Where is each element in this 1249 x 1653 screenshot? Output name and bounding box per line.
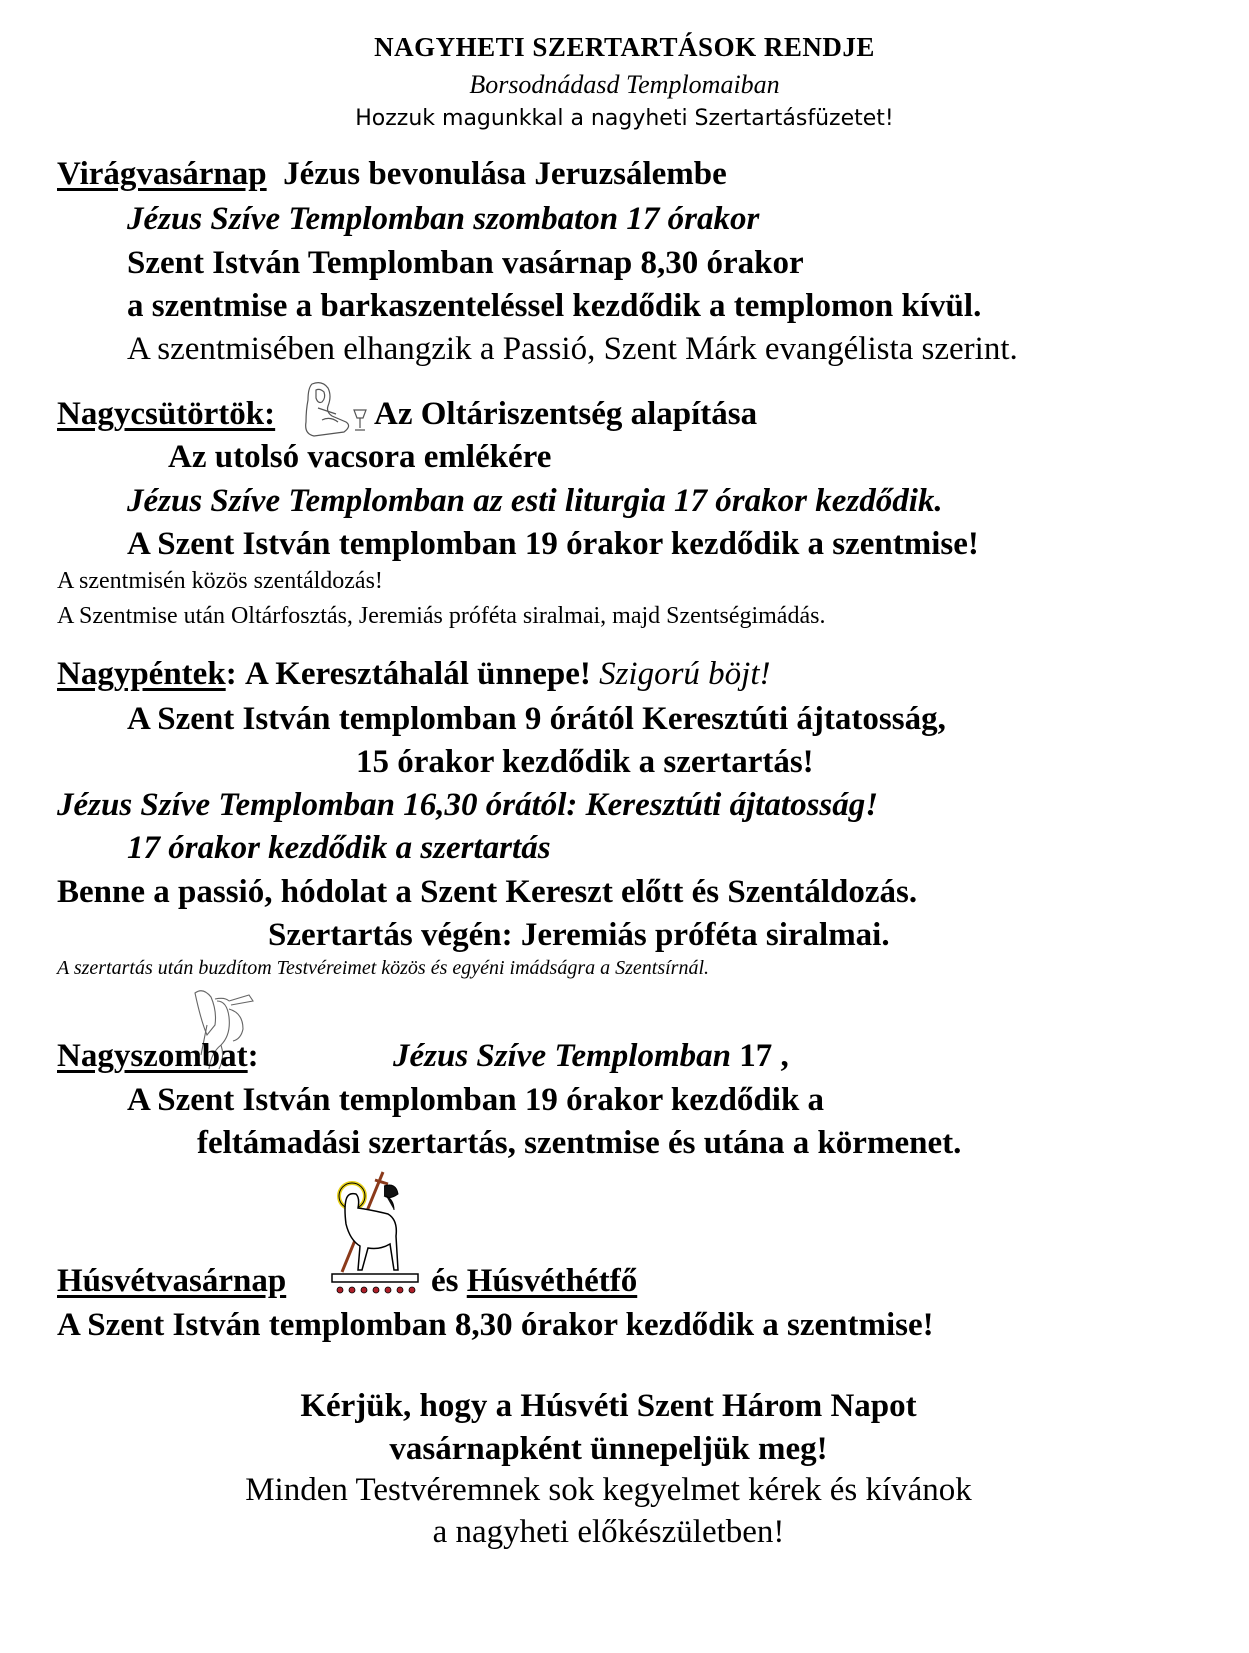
booklet-note: Hozzuk magunkkal a nagyheti Szertartásfüzetet! <box>355 106 894 131</box>
good-friday-line-3: Jézus Szíve Templomban 16,30 órától: Keresztúti ájtatosság! <box>57 787 879 823</box>
good-friday-line-5: Benne a passió, hódolat a Szent Kereszt előtt és Szentáldozás. <box>57 874 918 910</box>
easter-heading <box>57 1265 286 1298</box>
palm-sunday-label: Virágvasárnap <box>57 156 267 192</box>
palm-sunday-heading <box>57 158 727 191</box>
holy-saturday-line-1: Jézus Szíve Templomban 17 , <box>393 1038 789 1074</box>
palm-sunday-line-2: Szent István Templomban vasárnap 8,30 órakor <box>127 245 804 281</box>
good-friday-title: A Keresztáhalál ünnepe! <box>244 656 591 692</box>
palm-sunday-line-3: a szentmise a barkaszenteléssel kezdődik a templomon kívül. <box>127 288 982 324</box>
closing-line-3: Minden Testvéremnek sok kegyelmet kérek és kívánok <box>245 1472 972 1508</box>
easter-monday-heading: és Húsvéthétfő <box>431 1263 638 1299</box>
holy-saturday-line-2: A Szent István templomban 19 órakor kezdődik a <box>127 1082 825 1118</box>
easter-monday-label: Húsvéthétfő <box>466 1263 638 1299</box>
holy-saturday-heading: Nagyszombat: <box>57 1038 259 1074</box>
good-friday-line-6: Szertartás végén: Jeremiás próféta siralmai. <box>268 917 890 953</box>
holy-thursday-line-3: A Szent István templomban 19 órakor kezdődik a szentmise! <box>127 526 979 562</box>
holy-thursday-title: Az Oltáriszentség alapítása <box>374 396 758 432</box>
lamb-of-god-icon <box>330 1168 420 1300</box>
palm-sunday-title: Jézus bevonulása Jeruzsálembe <box>283 156 727 192</box>
good-friday-label: Nagypéntek <box>57 656 226 692</box>
good-friday-line-1: A Szent István templomban 9 órától Keresztúti ájtatosság, <box>127 701 946 737</box>
holy-thursday-line-1: Az utolsó vacsora emlékére <box>168 439 552 475</box>
last-supper-icon <box>298 380 370 442</box>
good-friday-line-4: 17 órakor kezdődik a szertartás <box>127 830 551 866</box>
good-friday-line-7: A szertartás után buzdítom Testvéreimet közös és egyéni imádságra a Szentsírnál. <box>57 957 710 979</box>
holy-saturday-label: Nagyszombat <box>57 1038 248 1074</box>
holy-thursday-line-5: A Szentmise után Oltárfosztás, Jeremiás próféta siralmai, majd Szentségimádás. <box>57 603 826 629</box>
holy-thursday-heading <box>57 398 275 431</box>
easter-line-1: A Szent István templomban 8,30 órakor kezdődik a szentmise! <box>57 1307 934 1343</box>
easter-sunday-label: Húsvétvasárnap <box>57 1263 287 1299</box>
closing-line-2: vasárnapként ünnepeljük meg! <box>389 1431 828 1467</box>
strict-fast-note: Szigorú böjt! <box>599 656 771 692</box>
palm-sunday-line-1: Jézus Szíve Templomban szombaton 17 órakor <box>127 201 760 237</box>
closing-line-4: a nagyheti előkészületben! <box>432 1514 785 1550</box>
closing-line-1: Kérjük, hogy a Húsvéti Szent Három Napot <box>300 1388 917 1424</box>
holy-thursday-label: Nagycsütörtök: <box>57 396 276 432</box>
good-friday-line-2: 15 órakor kezdődik a szertartás! <box>356 744 814 780</box>
palm-sunday-line-4: A szentmisében elhangzik a Passió, Szent Márk evangélista szerint. <box>127 331 1018 367</box>
document-title: NAGYHETI SZERTARTÁSOK RENDJE <box>374 32 875 62</box>
good-friday-heading: Nagypéntek: A Keresztáhalál ünnepe! Szigorú böjt! <box>57 656 771 692</box>
holy-thursday-line-2: Jézus Szíve Templomban az esti liturgia 17 órakor kezdődik. <box>127 483 943 519</box>
holy-thursday-line-4: A szentmisén közös szentáldozás! <box>57 568 383 594</box>
holy-saturday-line-3: feltámadási szertartás, szentmise és utána a körmenet. <box>197 1125 962 1161</box>
document-subtitle: Borsodnádasd Templomaiban <box>469 70 780 99</box>
